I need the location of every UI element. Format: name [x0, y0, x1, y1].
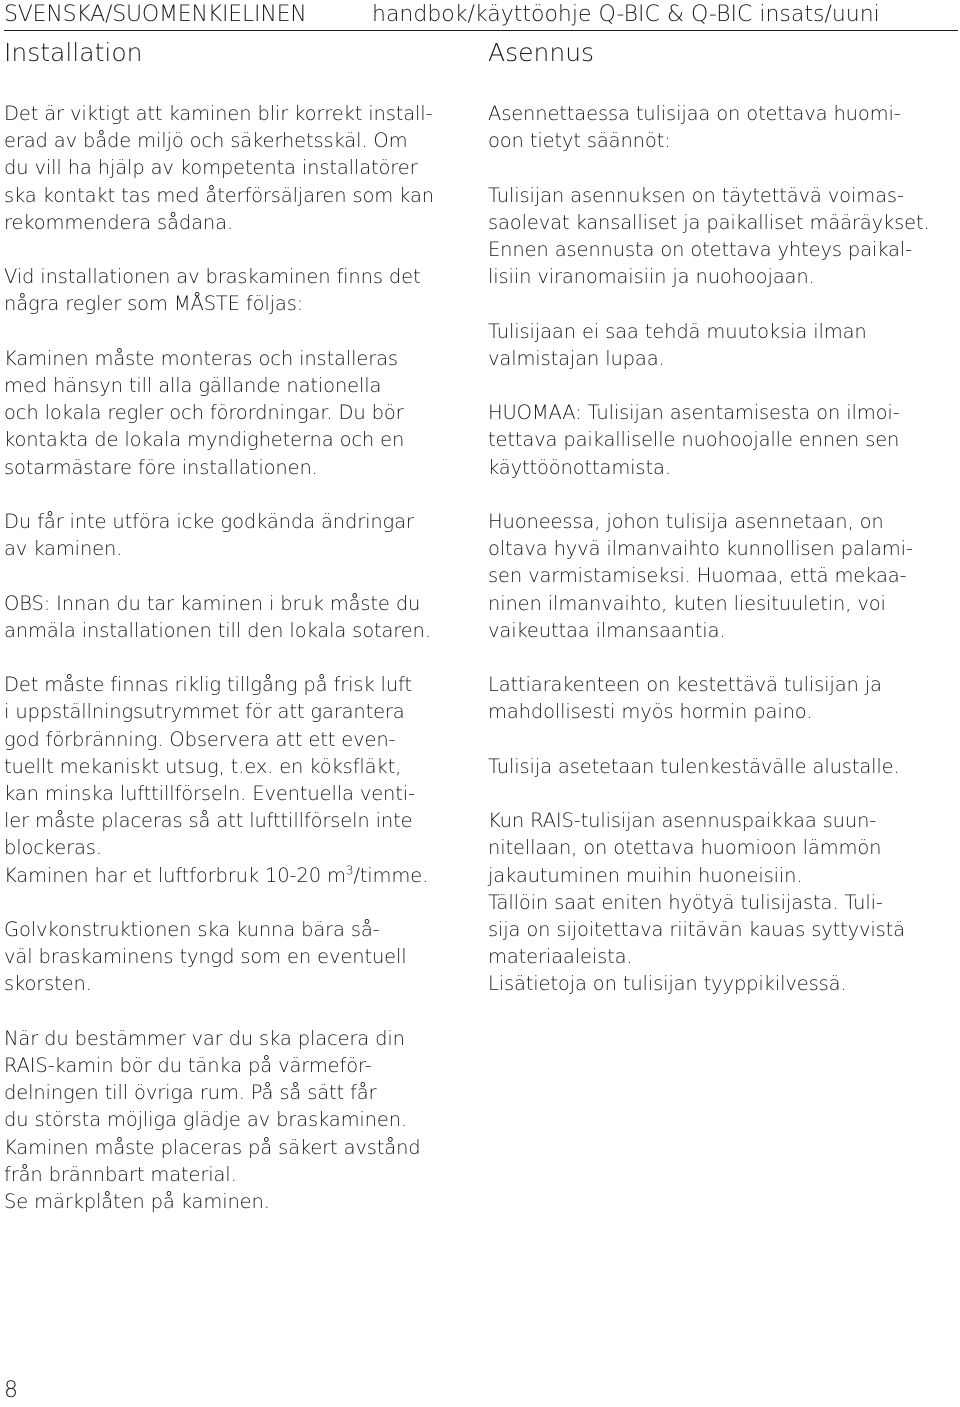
- sv-paragraph-modifications: Du får inte utföra icke godkända ändringar av kaminen.: [4, 510, 414, 561]
- sv-air-consumption-exponent: 3: [345, 863, 354, 878]
- sv-air-consumption-text: Kaminen har et luftforbruk 10-20 m: [4, 863, 346, 887]
- sv-paragraph-rules: Vid installationen av braskaminen finns det några regler som MÅSTE följas:: [4, 265, 421, 316]
- fi-paragraph-regulations: Tulisijan asennuksen on täytettävä voimas- saolevat kansalliset ja paikalliset määräykset. Ennen asennusta on otettava yhteys paikal- lisiin viranomaisiin ja nuohoojaan.: [488, 183, 930, 289]
- section-title-finnish: Asennus: [488, 38, 595, 67]
- page-number: 8: [4, 1378, 18, 1403]
- sv-paragraph-floor: Golvkonstruktionen ska kunna bära så- väl braskaminens tyngd som en eventuell skorsten.: [4, 918, 407, 996]
- header-manual-title: handbok/käyttöohje Q-BIC & Q-BIC insats/uuni: [372, 2, 880, 27]
- sv-paragraph-air-supply: Det måste finnas riklig tillgång på frisk luft i uppställningsutrymmet för att garantera god förbränning. Observera att ett even- tuellt mekaniskt utsug, t.ex. en köksfläkt, kan minska lufttillförseln. Eventuella venti- ler måste placeras så att lufttillförseln inte blockeras.: [4, 673, 415, 860]
- fi-paragraph-notice: HUOMAA: Tulisijan asentamisesta on ilmoi- tettava paikalliselle nuohoojalle ennen sen käyttöönottamista.: [488, 401, 900, 479]
- fi-paragraph-placement: Kun RAIS-tulisijan asennuspaikkaa suun- nitellaan, on otettava huomioon lämmön jakautuminen muihin huoneisiin. Tällöin saat eniten hyötyä tulisijasta. Tuli- sija on sijoitettava riitävän kauas syttyvistä materiaaleista. Lisätietoja on tulisijan tyyppikilvessä.: [488, 809, 905, 996]
- swedish-column: [4, 100, 478, 1242]
- sv-air-consumption-unit: /timme.: [353, 863, 429, 887]
- finnish-column: [488, 100, 956, 1025]
- sv-paragraph-regulations: Kaminen måste monteras och installeras med hänsyn till alla gällande nationella och lokala regler och förordningar. Du bör kontakta de lokala myndigheterna och en sotarmästare före installationen.: [4, 346, 405, 479]
- fi-paragraph-ventilation: Huoneessa, johon tulisija asennetaan, on oltava hyvä ilmanvaihto kunnollisen palami- sen varmistamiseksi. Huomaa, että mekaa- ninen ilmanvaihto, kuten liesituuletin, voi vaikeuttaa ilmansaantia.: [488, 509, 913, 642]
- sv-paragraph-intro: Det är viktigt att kaminen blir korrekt install- erad av både miljö och säkerhetsskäl. Om du vill ha hjälp av kompetenta installatörer ska kontakt tas med återförsäljaren som kan rekommendera sådana.: [4, 102, 434, 234]
- header-language: SVENSKA/SUOMENKIELINEN: [4, 2, 307, 27]
- fi-paragraph-base: Tulisija asetetaan tulenkestävälle alustalle.: [488, 754, 900, 778]
- section-title-swedish: Installation: [4, 38, 143, 67]
- fi-paragraph-floor: Lattiarakenteen on kestettävä tulisijan ja mahdollisesti myös hormin paino.: [488, 673, 882, 724]
- page-header: [4, 2, 958, 31]
- fi-paragraph-modifications: Tulisijaan ei saa tehdä muutoksia ilman valmistajan lupaa.: [488, 319, 867, 370]
- fi-paragraph-intro: Asennettaessa tulisijaa on otettava huomi- oon tietyt säännöt:: [488, 102, 901, 153]
- sv-paragraph-placement: När du bestämmer var du ska placera din RAIS-kamin bör du tänka på värmeför- delningen till övriga rum. På så sätt får du största möjliga glädje av braskaminen. Kaminen måste placeras på säkert avstånd från brännbart material. Se märkplåten på kaminen.: [4, 1026, 421, 1214]
- sv-paragraph-air-consumption: [4, 862, 478, 889]
- sv-paragraph-notice: OBS: Innan du tar kaminen i bruk måste du anmäla installationen till den lokala sotaren.: [4, 591, 431, 642]
